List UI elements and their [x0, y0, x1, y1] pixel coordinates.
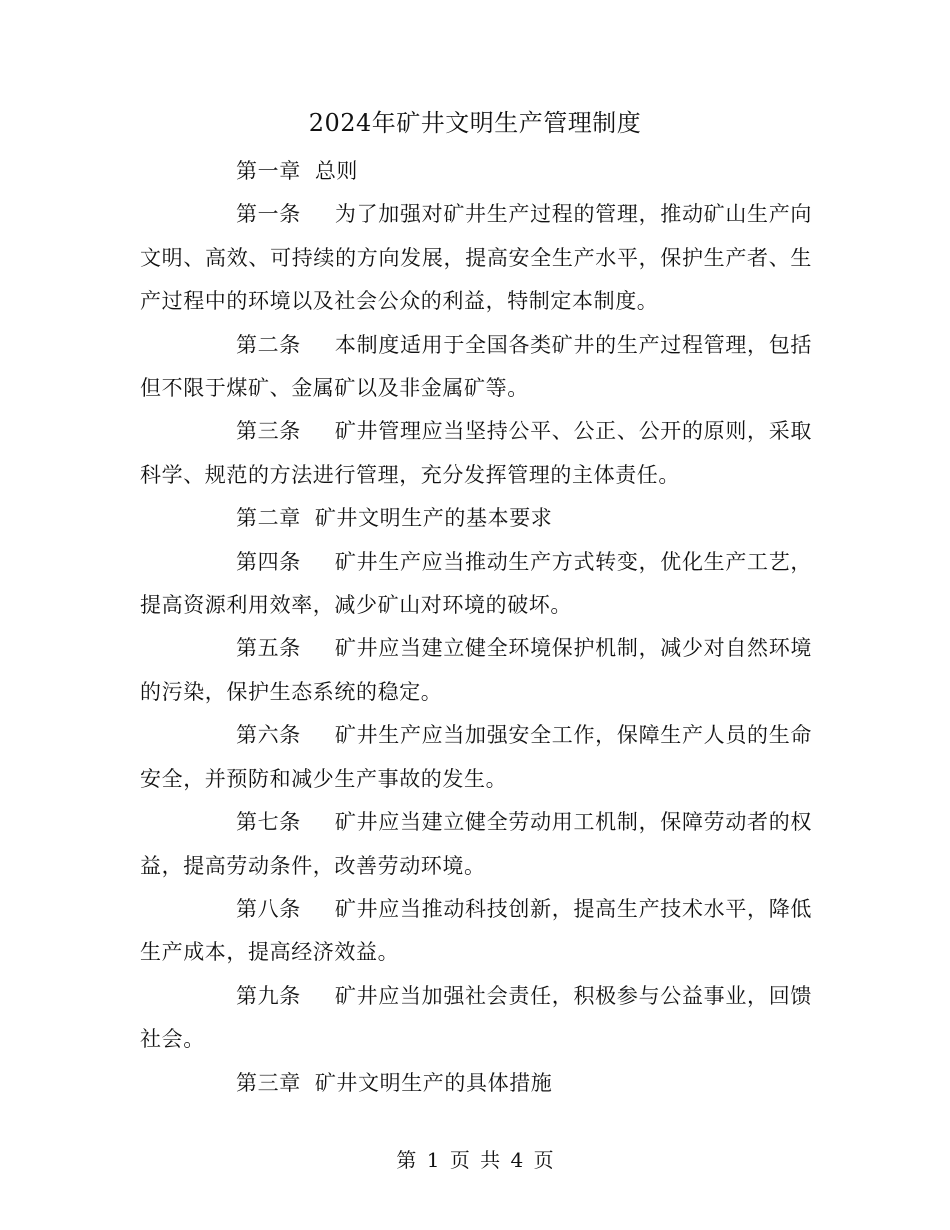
article-number: 第二条 — [236, 332, 301, 357]
article-text: 为了加强对矿井生产过程的管理，推动矿山生产向文明、高效、可持续的方向发展，提高安全生产水平，保护生产者、生产过程中的环境以及社会公众的利益，特制定本制度。 — [140, 202, 812, 314]
document-body — [140, 150, 812, 1105]
page-footer: 第 1 页 共 4 页 — [396, 1148, 554, 1172]
article-paragraph — [140, 888, 812, 975]
article-number: 第八条 — [236, 896, 301, 921]
article-text: 矿井应当加强社会责任，积极参与公益事业，回馈社会。 — [140, 983, 812, 1052]
article-text: 本制度适用于全国各类矿井的生产过程管理，包括但不限于煤矿、金属矿以及非金属矿等。 — [140, 332, 812, 401]
chapter-heading — [140, 150, 812, 193]
article-text: 矿井生产应当加强安全工作，保障生产人员的生命安全，并预防和减少生产事故的发生。 — [140, 723, 812, 791]
chapter-heading — [140, 1062, 812, 1105]
article-number: 第四条 — [236, 549, 301, 574]
chapter-heading — [140, 497, 812, 540]
chapter-title: 矿井文明生产的具体措施 — [314, 1070, 553, 1095]
article-text: 矿井生产应当推动生产方式转变，优化生产工艺，提高资源利用效率，减少矿山对环境的破坏。 — [140, 549, 812, 618]
article-number: 第九条 — [236, 983, 301, 1008]
article-paragraph — [140, 975, 812, 1062]
article-text: 矿井管理应当坚持公平、公正、公开的原则，采取科学、规范的方法进行管理，充分发挥管理的主体责任。 — [140, 419, 812, 487]
article-number: 第五条 — [236, 636, 301, 661]
article-number: 第三条 — [236, 419, 301, 444]
document-title: 2024年矿井文明生产管理制度 — [308, 109, 642, 137]
article-text: 矿井应当建立健全劳动用工机制，保障劳动者的权益，提高劳动条件，改善劳动环境。 — [140, 810, 812, 878]
article-number: 第七条 — [236, 810, 301, 835]
article-number: 第六条 — [236, 723, 301, 748]
chapter-number: 第二章 — [236, 506, 301, 531]
article-paragraph — [140, 193, 812, 323]
article-paragraph — [140, 714, 812, 801]
article-text: 矿井应当建立健全环境保护机制，减少对自然环境的污染，保护生态系统的稳定。 — [140, 636, 812, 704]
chapter-title: 总则 — [314, 159, 359, 183]
chapter-title: 矿井文明生产的基本要求 — [314, 506, 553, 531]
article-paragraph — [140, 541, 812, 628]
chapter-number: 第三章 — [236, 1070, 301, 1095]
article-paragraph — [140, 410, 812, 497]
article-paragraph — [140, 801, 812, 888]
article-paragraph — [140, 324, 812, 411]
chapter-number: 第一章 — [236, 159, 301, 183]
article-number: 第一条 — [236, 202, 301, 227]
article-text: 矿井应当推动科技创新，提高生产技术水平，降低生产成本，提高经济效益。 — [140, 896, 812, 965]
article-paragraph — [140, 627, 812, 714]
